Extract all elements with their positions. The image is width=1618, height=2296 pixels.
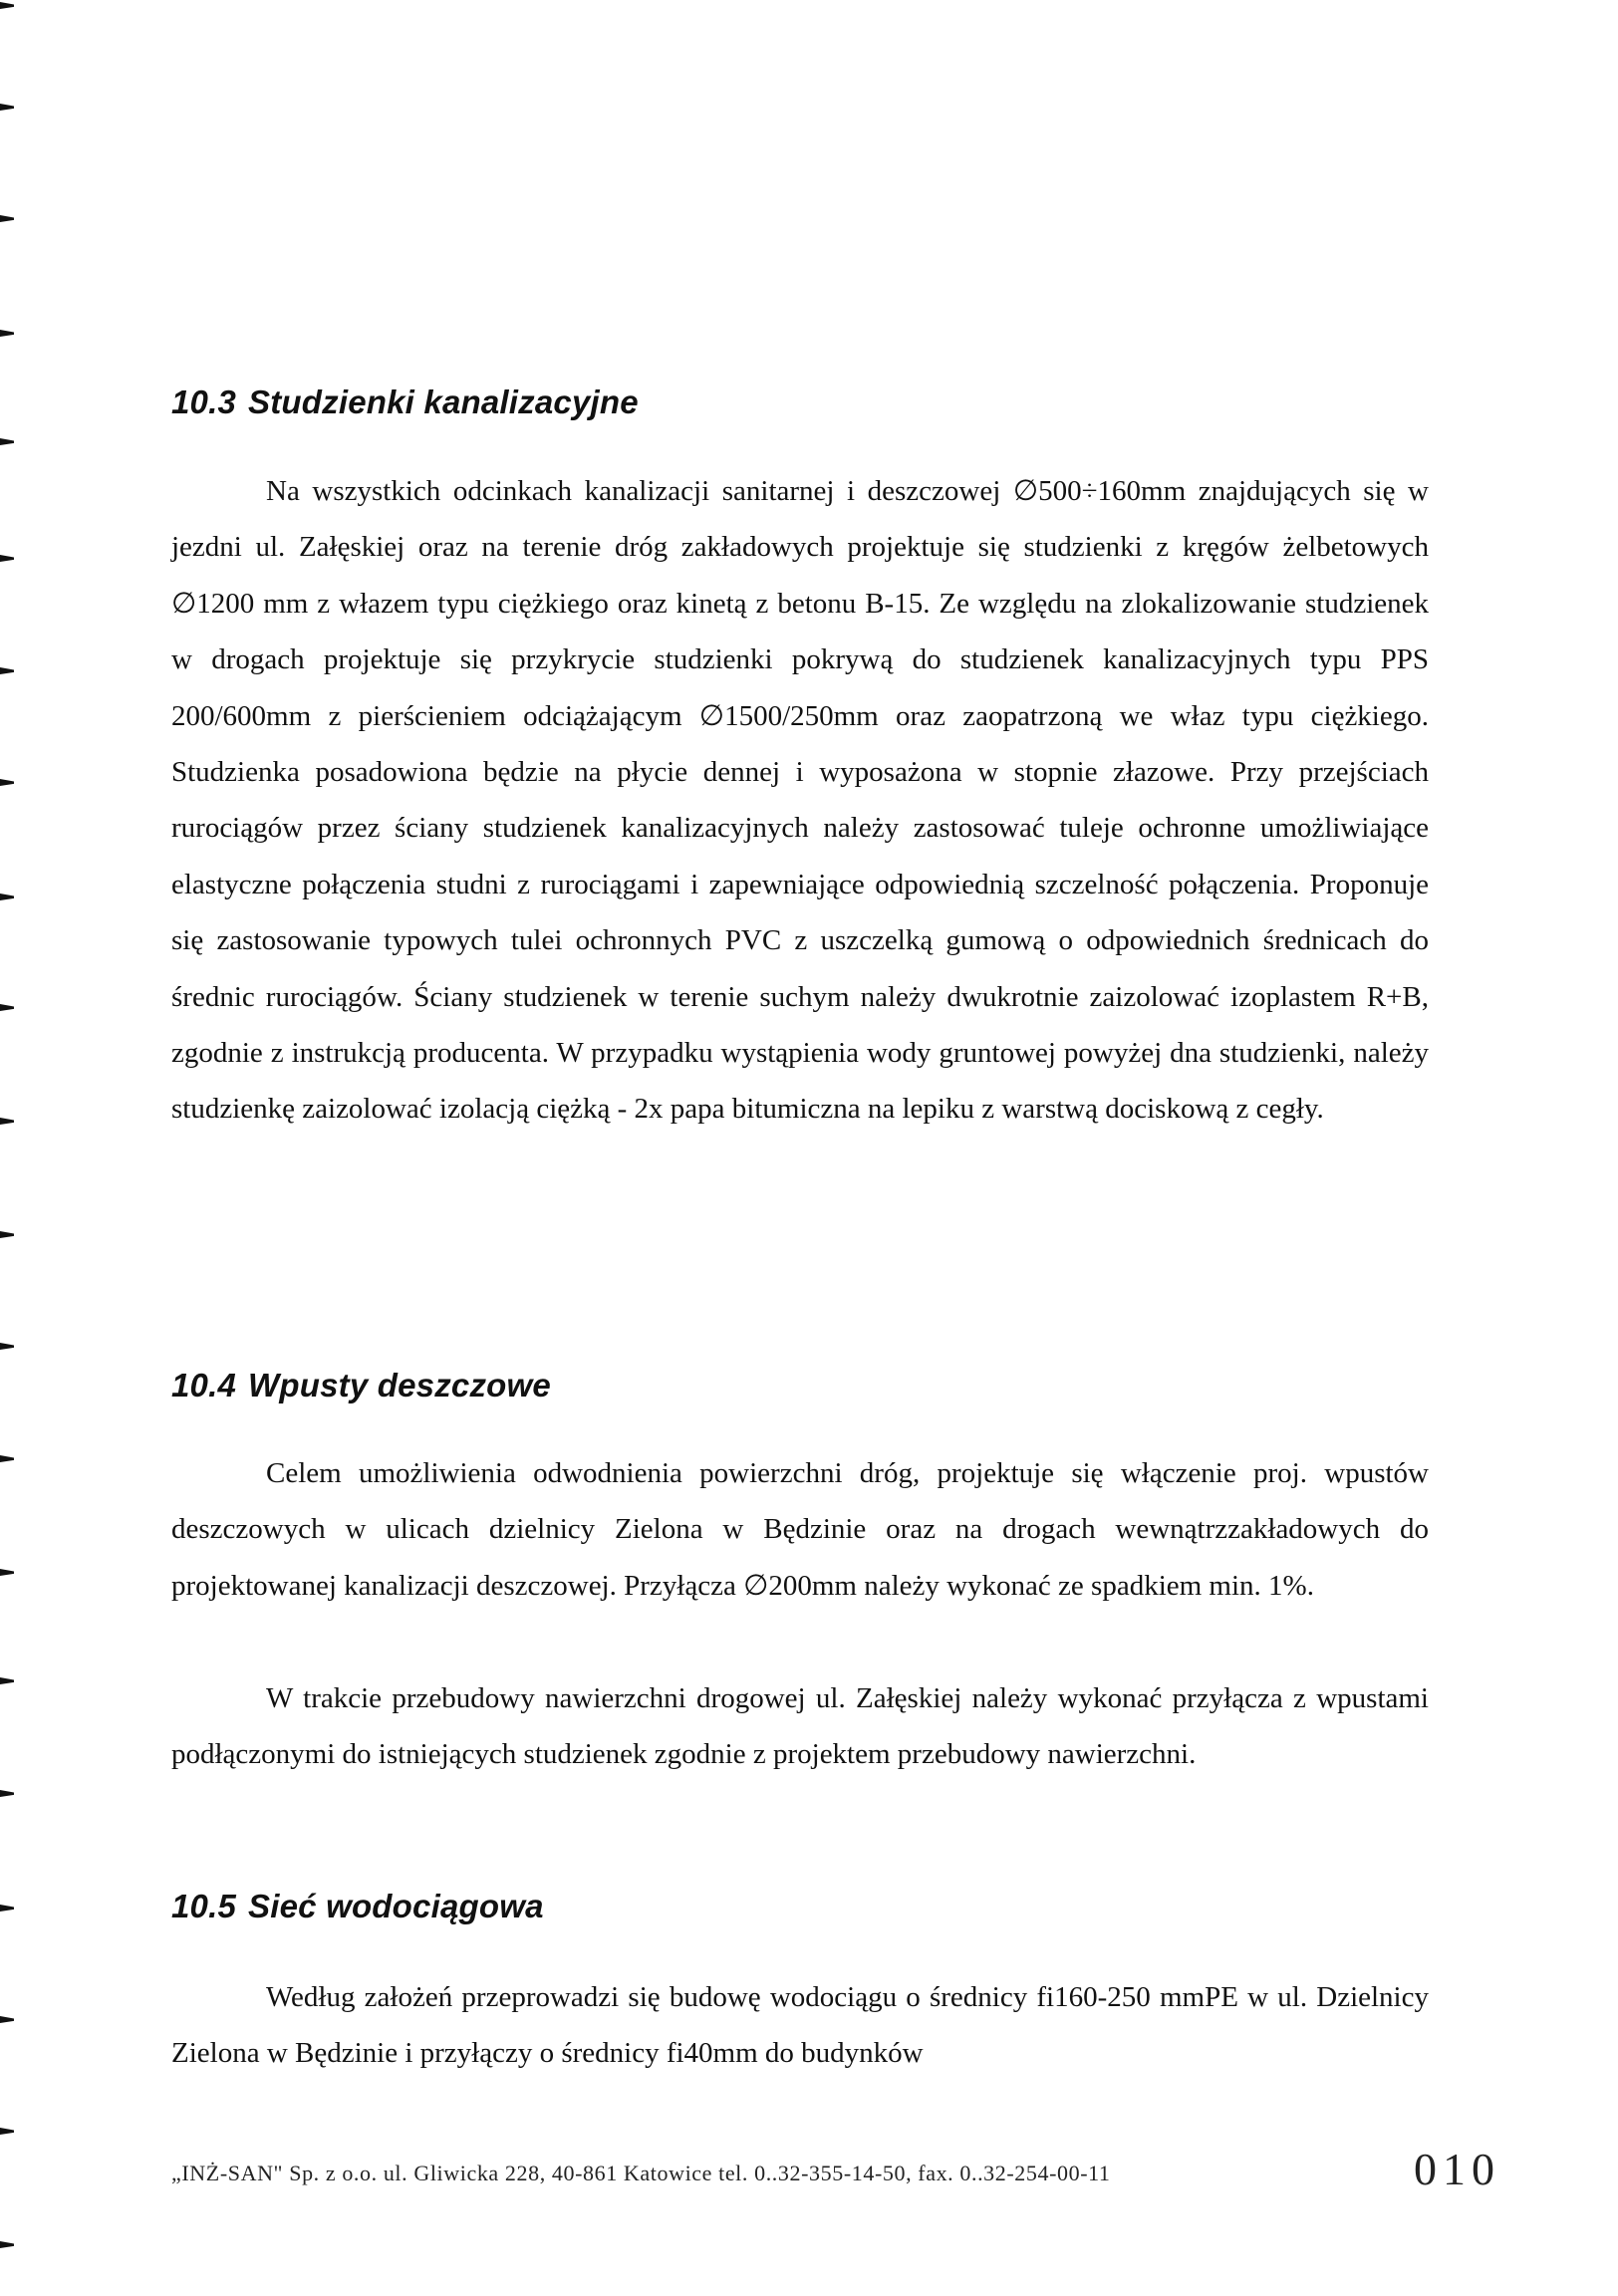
binder-mark [0, 893, 14, 900]
section-heading-10-5 [171, 1888, 544, 1925]
section-number: 10.5 [171, 1888, 237, 1924]
binder-mark [0, 779, 14, 786]
section-heading-10-3 [171, 383, 639, 421]
binder-mark [0, 555, 14, 562]
binder-mark [0, 1455, 14, 1462]
document-page [171, 0, 1429, 2296]
section-title: Studzienki kanalizacyjne [248, 383, 639, 420]
paragraph: W trakcie przebudowy nawierzchni drogowej ul. Załęskiej należy wykonać przyłącza z wpustami podłączonymi do istniejących studzienek zgodnie z projektem przebudowy nawierzchni. [171, 1682, 1429, 1771]
binder-mark [0, 2, 14, 9]
section-number: 10.3 [171, 383, 237, 420]
paragraph: Według założeń przeprowadzi się budowę wodociągu o średnicy fi160-250 mmPE w ul. Dzielnicy Zielona w Będzinie i przyłączy o średnicy fi40mm do budynków [171, 1981, 1429, 2070]
section-title: Sieć wodociągowa [248, 1888, 544, 1924]
section-title: Wpusty deszczowe [248, 1367, 551, 1403]
binder-marks [0, 0, 20, 2296]
section-number: 10.4 [171, 1367, 237, 1403]
binder-mark [0, 438, 14, 445]
binder-mark [0, 1790, 14, 1797]
binder-mark [0, 1677, 14, 1684]
binder-mark [0, 1905, 14, 1912]
paragraph: Celem umożliwienia odwodnienia powierzchni dróg, projektuje się włączenie proj. wpustów deszczowych w ulicach dzielnicy Zielona w Będzinie oraz na drogach wewnątrzzakładowych do projektowanej kanalizacji deszczowej. Przyłącza ∅200mm należy wykonać ze spadkiem min. 1%. [171, 1457, 1429, 1602]
binder-mark [0, 215, 14, 222]
binder-mark [0, 2016, 14, 2023]
binder-mark [0, 330, 14, 337]
binder-mark [0, 1231, 14, 1238]
footer-company-address: „INŻ-SAN" Sp. z o.o. ul. Gliwicka 228, 40-861 Katowice tel. 0..32-355-14-50, fax. 0..32-254-00-11 [171, 2161, 1111, 2185]
section-heading-10-4 [171, 1367, 551, 1404]
binder-mark [0, 2241, 14, 2248]
binder-mark [0, 1118, 14, 1125]
page-footer [171, 2143, 1500, 2202]
binder-mark [0, 1569, 14, 1576]
binder-mark [0, 2128, 14, 2135]
page-number: 010 [1414, 2144, 1500, 2194]
binder-mark [0, 667, 14, 674]
paragraph: Na wszystkich odcinkach kanalizacji sanitarnej i deszczowej ∅500÷160mm znajdujących się w jezdni ul. Załęskiej oraz na terenie dróg zakładowych projektuje się studzienki z kręgów żelbetowych ∅1200 mm z włazem typu ciężkiego oraz kinetą z betonu B-15. Ze względu na zlokalizowanie studzienek w drogach projektuje się przykrycie studzienki pokrywą do studzienek kanalizacyjnych typu PPS 200/600mm z pierścieniem odciążającym ∅1500/250mm oraz zaopatrzoną we właz typu ciężkiego. Studzienka posadowiona będzie na płycie dennej i wyposażona w stopnie złazowe. Przy przejściach rurociągów przez ściany studzienek kanalizacyjnych należy zastosować tuleje ochronne umożliwiające elastyczne połączenia studni z rurociągami i zapewniające odpowiednią szczelność połączenia. Proponuje się zastosowanie typowych tulei ochronnych PVC z uszczelką gumową o odpowiednich średnicach do średnic rurociągów. Ściany studzienek w terenie suchym należy dwukrotnie zaizolować izoplastem R+B, zgodnie z instrukcją producenta. W przypadku wystąpienia wody gruntowej powyżej dna studzienki, należy studzienkę zaizolować izolacją ciężką - 2x papa bitumiczna na lepiku z warstwą dociskową z cegły. [171, 475, 1429, 1126]
binder-mark [0, 1343, 14, 1350]
binder-mark [0, 104, 14, 111]
binder-mark [0, 1004, 14, 1011]
